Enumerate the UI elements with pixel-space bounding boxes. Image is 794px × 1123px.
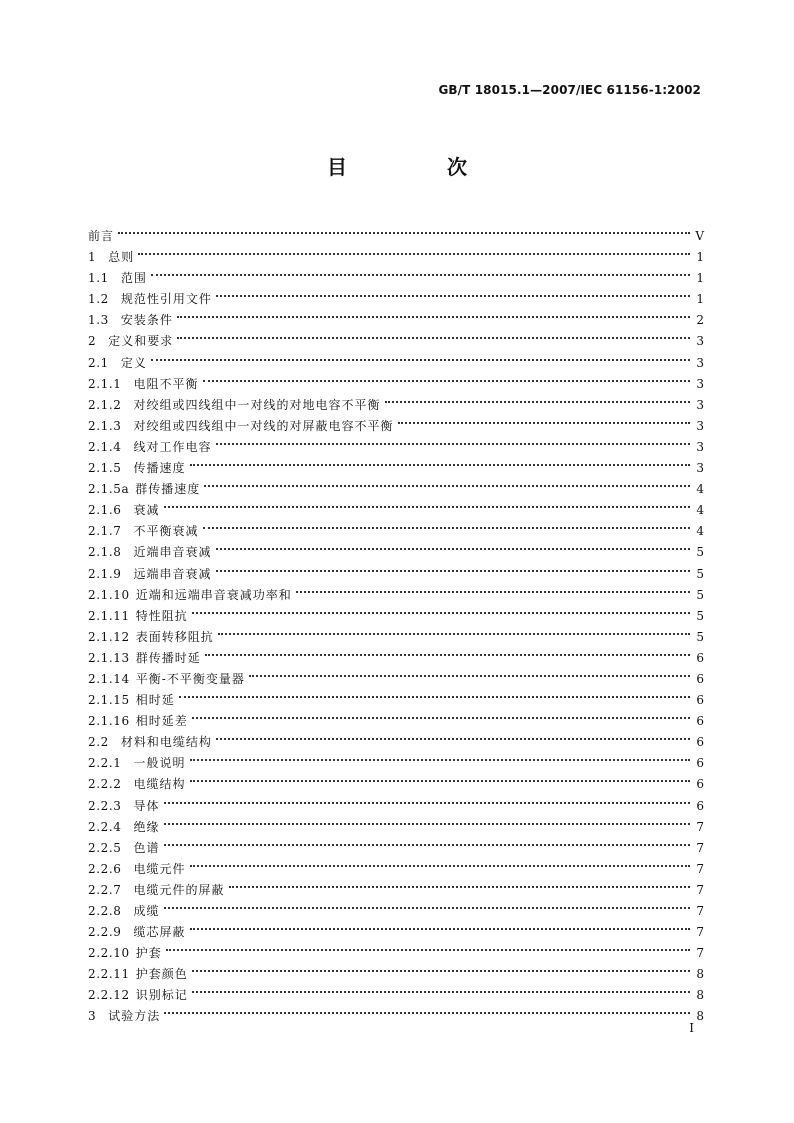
toc-dot-leader	[190, 451, 690, 472]
toc-entry-number: 1	[88, 250, 97, 265]
toc-entry-title: 群传播速度	[135, 482, 201, 497]
toc-entry-page: 7	[696, 840, 704, 855]
toc-entry-page: 7	[696, 882, 704, 897]
toc-entry-number: 2.1.6	[88, 503, 122, 518]
toc-entry-title: 护套颜色	[135, 967, 188, 982]
toc-entry-number: 2.1.9	[88, 566, 122, 581]
toc-entry-page: 7	[696, 946, 704, 961]
toc-entry-number: 2.1.11	[88, 608, 130, 623]
toc-entry-title: 安装条件	[120, 313, 173, 328]
toc-entry-number: 2.1.7	[88, 524, 122, 539]
toc-dot-leader	[218, 620, 690, 641]
toc-entry-page: 1	[696, 250, 704, 265]
toc-entry-page: 8	[696, 967, 704, 982]
toc-entry-title: 定义	[120, 355, 147, 370]
toc-entry[interactable]	[88, 219, 704, 243]
toc-dot-leader	[216, 535, 690, 556]
toc-entry-page: 5	[696, 587, 704, 602]
toc-entry[interactable]	[88, 346, 704, 370]
toc-entry-title: 特性阻抗	[135, 608, 188, 623]
toc-entry[interactable]	[88, 282, 704, 307]
toc-entry-number: 2.2.6	[88, 861, 122, 876]
toc-entry-page: 7	[696, 904, 704, 918]
toc-entry[interactable]	[88, 303, 704, 328]
toc-dot-leader	[164, 831, 690, 852]
toc-entry[interactable]	[88, 810, 704, 834]
toc-entry-number: 2.1.8	[88, 545, 122, 560]
toc-entry-number: 2.2.9	[88, 925, 122, 940]
table-of-contents	[88, 219, 704, 1024]
toc-dot-leader	[192, 599, 690, 620]
toc-entry-title: 缆芯屏蔽	[133, 925, 186, 940]
toc-dot-leader	[216, 430, 690, 451]
toc-dot-leader	[190, 852, 690, 873]
toc-entry-page: 2	[696, 313, 704, 328]
toc-entry-title: 识别标记	[135, 988, 188, 1003]
toc-entry-number: 2.2.1	[88, 756, 122, 771]
toc-entry-number: 2.1.10	[88, 587, 130, 602]
toc-entry-page: V	[695, 229, 704, 243]
toc-entry-title: 规范性引用文件	[120, 292, 212, 307]
toc-entry-number: 1.2	[88, 292, 109, 307]
toc-entry[interactable]	[88, 936, 704, 961]
toc-dot-leader	[164, 999, 690, 1020]
toc-dot-leader	[179, 683, 690, 704]
toc-entry-page: 5	[696, 629, 704, 644]
toc-entry[interactable]	[88, 324, 704, 349]
toc-entry-number: 2.1.3	[88, 418, 122, 433]
toc-entry-page: 4	[696, 482, 704, 497]
toc-dot-leader	[192, 957, 690, 978]
toc-entry-title: 相时延	[135, 693, 175, 708]
toc-entry[interactable]	[88, 367, 704, 391]
toc-entry-number: 3	[88, 1009, 97, 1024]
toc-entry-page: 8	[696, 988, 704, 1003]
toc-dot-leader	[398, 409, 690, 430]
toc-entry-number: 2.2	[88, 735, 109, 750]
toc-entry-number: 1.3	[88, 313, 109, 328]
toc-entry-number: 2.1.15	[88, 693, 130, 708]
toc-entry-title: 总则	[108, 250, 135, 265]
toc-dot-leader	[177, 324, 690, 345]
toc-entry-page: 3	[696, 355, 704, 370]
toc-dot-leader	[192, 704, 690, 725]
toc-entry-page: 3	[696, 376, 704, 391]
toc-entry-number: 2	[88, 334, 97, 349]
toc-entry-page: 6	[696, 756, 704, 771]
toc-dot-leader	[296, 578, 690, 599]
toc-dot-leader	[216, 557, 690, 578]
toc-entry-page: 4	[696, 503, 704, 518]
toc-entry[interactable]	[88, 852, 704, 876]
toc-dot-leader	[166, 936, 690, 957]
toc-entry-page: 7	[696, 861, 704, 876]
page-title: 目 次	[327, 155, 507, 179]
toc-entry-title: 近端串音衰减	[133, 545, 212, 560]
toc-entry-page: 4	[696, 524, 704, 539]
toc-entry-page: 6	[696, 693, 704, 708]
toc-entry-number: 2.2.10	[88, 946, 130, 961]
toc-entry-title: 线对工作电容	[133, 439, 212, 454]
toc-dot-leader	[216, 725, 690, 746]
toc-entry-title: 电缆元件	[133, 861, 186, 876]
toc-entry-number: 2.1.4	[88, 439, 122, 454]
toc-entry-page: 6	[696, 735, 704, 750]
standard-code: GB/T 18015.1—2007/IEC 61156-1:2002	[438, 83, 701, 97]
toc-entry-number: 1.1	[88, 271, 109, 286]
toc-entry-title: 不平衡衰减	[133, 524, 199, 539]
toc-entry-title: 电阻不平衡	[133, 376, 199, 391]
toc-entry-title: 试验方法	[108, 1009, 161, 1024]
toc-dot-leader	[190, 746, 690, 767]
toc-entry-page: 6	[696, 798, 704, 813]
toc-dot-leader	[249, 662, 690, 683]
page-number: I	[689, 1021, 694, 1035]
toc-dot-leader	[192, 978, 690, 999]
toc-entry-page: 6	[696, 777, 704, 792]
toc-entry-title: 对绞组或四线组中一对线的对屏蔽电容不平衡	[133, 418, 394, 433]
toc-entry-page: 6	[696, 714, 704, 729]
toc-entry-number: 2.1.12	[88, 629, 130, 644]
toc-entry-title: 护套	[135, 946, 162, 961]
toc-dot-leader	[164, 789, 690, 810]
toc-dot-leader	[216, 282, 690, 303]
toc-dot-leader	[190, 915, 690, 936]
toc-entry-number: 2.1.14	[88, 671, 130, 686]
toc-entry[interactable]	[88, 831, 704, 855]
toc-entry-page: 5	[696, 545, 704, 560]
toc-entry[interactable]	[88, 957, 704, 982]
toc-dot-leader	[203, 367, 690, 388]
toc-entry-title: 衰减	[133, 503, 160, 518]
toc-dot-leader	[164, 894, 690, 915]
toc-entry-title: 电缆元件的屏蔽	[133, 882, 225, 897]
toc-entry[interactable]	[88, 915, 704, 940]
toc-entry-number: 2.1.13	[88, 650, 130, 665]
toc-entry-title: 群传播时延	[135, 650, 201, 665]
toc-entry[interactable]	[88, 789, 704, 813]
toc-entry-title: 成缆	[133, 904, 160, 918]
toc-entry-title: 导体	[133, 798, 160, 813]
toc-entry-title: 绝缘	[133, 819, 160, 834]
toc-entry-page: 6	[696, 671, 704, 686]
toc-dot-leader	[177, 303, 690, 324]
toc-entry-page: 3	[696, 461, 704, 476]
toc-entry-title: 色谱	[133, 840, 160, 855]
toc-dot-leader	[385, 388, 690, 409]
toc-entry-number: 2.1.2	[88, 397, 122, 412]
toc-dot-leader	[151, 261, 690, 282]
toc-entry-number: 2.2.5	[88, 840, 122, 855]
toc-entry-number: 2.1.16	[88, 714, 130, 729]
toc-entry-number: 2.2.7	[88, 882, 122, 897]
toc-dot-leader	[229, 873, 690, 894]
toc-dot-leader	[164, 810, 690, 831]
toc-entry-title: 对绞组或四线组中一对线的对地电容不平衡	[133, 397, 381, 412]
toc-entry-number: 2.2.12	[88, 988, 130, 1003]
toc-dot-leader	[151, 346, 690, 367]
toc-dot-leader	[204, 472, 690, 493]
toc-entry-title: 相时延差	[135, 714, 188, 729]
toc-dot-leader	[205, 641, 690, 662]
toc-entry-title: 平衡-不平衡变量器	[135, 671, 245, 686]
toc-entry-number: 2.1	[88, 355, 109, 370]
toc-entry[interactable]	[88, 999, 704, 1024]
toc-entry-number: 2.1.5	[88, 461, 122, 476]
toc-entry-page: 1	[696, 271, 704, 286]
toc-entry-title: 前言	[88, 229, 115, 243]
toc-entry-title: 定义和要求	[108, 334, 174, 349]
toc-entry-page: 5	[696, 566, 704, 581]
toc-entry-page: 7	[696, 925, 704, 940]
toc-entry-page: 5	[696, 608, 704, 623]
toc-entry[interactable]	[88, 704, 704, 729]
toc-entry[interactable]	[88, 894, 704, 918]
toc-entry-number: 2.1.1	[88, 376, 122, 391]
toc-entry-page: 3	[696, 418, 704, 433]
toc-entry-title: 电缆结构	[133, 777, 186, 792]
toc-dot-leader	[190, 767, 690, 788]
toc-entry-page: 3	[696, 439, 704, 454]
toc-entry[interactable]	[88, 493, 704, 518]
toc-dot-leader	[138, 240, 690, 261]
toc-entry-title: 范围	[120, 271, 147, 286]
toc-dot-leader	[203, 514, 690, 535]
toc-entry-number: 2.2.2	[88, 777, 122, 792]
toc-entry-page: 1	[696, 292, 704, 307]
toc-entry-title: 材料和电缆结构	[120, 735, 212, 750]
toc-entry-number: 2.2.8	[88, 904, 122, 918]
toc-entry-page: 3	[696, 397, 704, 412]
toc-entry-number: 2.1.5a	[88, 482, 130, 497]
toc-entry-page: 6	[696, 650, 704, 665]
toc-entry-page: 7	[696, 819, 704, 834]
toc-entry[interactable]	[88, 514, 704, 539]
toc-entry-title: 传播速度	[133, 461, 186, 476]
toc-entry-title: 表面转移阻抗	[135, 629, 214, 644]
toc-entry-title: 一般说明	[133, 756, 186, 771]
toc-entry-page: 3	[696, 334, 704, 349]
toc-entry-title: 远端串音衰减	[133, 566, 212, 581]
toc-entry-page: 8	[696, 1009, 704, 1024]
toc-entry[interactable]	[88, 261, 704, 286]
toc-dot-leader	[164, 493, 690, 514]
toc-entry-number: 2.2.11	[88, 967, 130, 982]
toc-entry[interactable]	[88, 683, 704, 708]
toc-entry[interactable]	[88, 240, 704, 265]
toc-entry-number: 2.2.3	[88, 798, 122, 813]
toc-entry-title: 近端和远端串音衰减功率和	[135, 587, 292, 602]
toc-entry-number: 2.2.4	[88, 819, 122, 834]
toc-dot-leader	[118, 219, 690, 240]
